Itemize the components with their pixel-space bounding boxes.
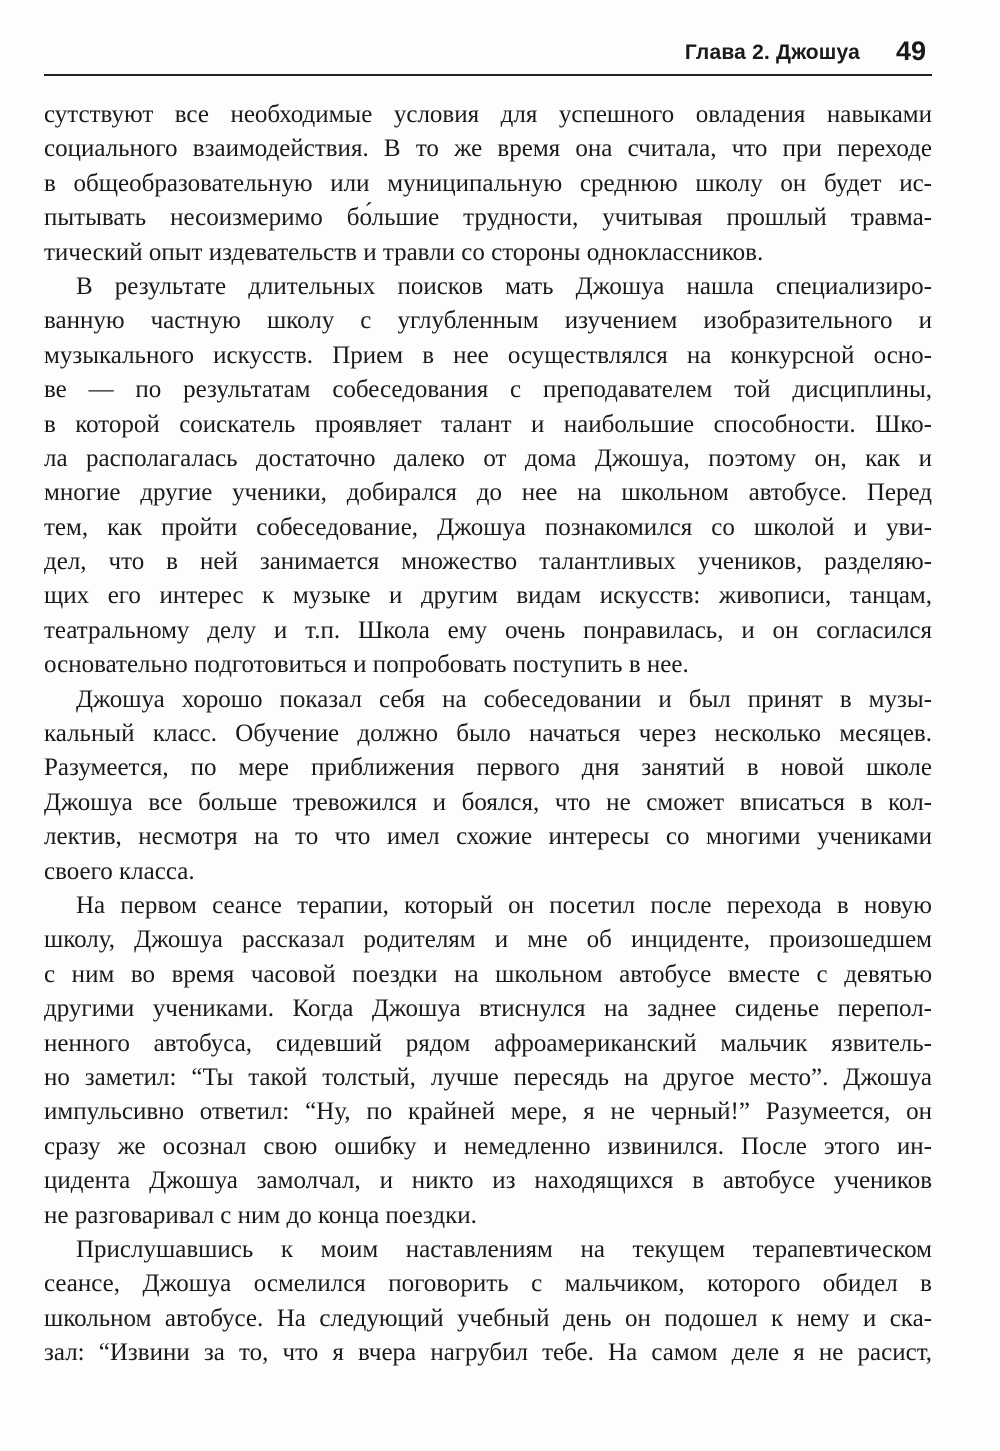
text-line: кальный класс. Обучение должно было начаться через несколько месяцев. xyxy=(44,720,932,748)
text-line: ве — по результатам собеседования с преподавателем той дисциплины, xyxy=(44,376,932,404)
text-line: сразу же осознал свою ошибку и немедленно извинился. После этого ин- xyxy=(44,1132,932,1160)
paragraph-2 xyxy=(44,270,932,683)
text-line: школу, Джошуа рассказал родителям и мне об инциденте, произошедшем xyxy=(44,926,932,954)
text-line: многие другие ученики, добирался до нее на школьном автобусе. Перед xyxy=(44,479,932,507)
text-line: пытывать несоизмеримо бо́льшие трудности, учитывая прошлый травма- xyxy=(44,204,932,232)
text-line: ла располагалась достаточно далеко от дома Джошуа, поэтому он, как и xyxy=(44,444,932,472)
text-line: тем, как пройти собеседование, Джошуа познакомился со школой и уви- xyxy=(44,513,932,541)
text-line: Джошуа все больше тревожился и боялся, что не сможет вписаться в кол- xyxy=(44,788,932,816)
text-line: На первом сеансе терапии, который он посетил после перехода в новую xyxy=(76,891,932,919)
text-line: другими учениками. Когда Джошуа втиснулся на заднее сиденье перепол- xyxy=(44,995,932,1023)
text-line: Прислушавшись к моим наставлениям на текущем терапевтическом xyxy=(76,1235,932,1263)
paragraph-5 xyxy=(44,1233,932,1371)
text-line: В результате длительных поисков мать Джошуа нашла специализиро- xyxy=(76,272,932,300)
text-line: основательно подготовиться и попробовать поступить в нее. xyxy=(44,651,689,679)
text-line: цидента Джошуа замолчал, и никто из находящихся в автобусе учеников xyxy=(44,1167,932,1195)
text-line: социального взаимодействия. В то же время она считала, что при переходе xyxy=(44,135,932,163)
text-line: но заметил: “Ты такой толстый, лучше пересядь на другое место”. Джошуа xyxy=(44,1063,932,1091)
text-line: импульсивно ответил: “Ну, по крайней мере, я не черный!” Разумеется, он xyxy=(44,1098,932,1126)
text-line: с ним во время часовой поездки на школьном автобусе вместе с девятью xyxy=(44,960,932,988)
text-line: не разговаривал с ним до конца поездки. xyxy=(44,1201,477,1229)
page-number: 49 xyxy=(895,36,926,66)
text-line: театральному делу и т.п. Школа ему очень понравилась, и он согласился xyxy=(44,616,932,644)
text-line: лектив, несмотря на то что имел схожие интересы со многими учениками xyxy=(44,823,932,851)
text-line: щих его интерес к музыке и другим видам искусств: живописи, танцам, xyxy=(44,582,932,610)
text-line: Джошуа хорошо показал себя на собеседовании и был принят в музы- xyxy=(76,685,932,713)
running-header xyxy=(44,30,932,76)
paragraph-4 xyxy=(44,889,932,1233)
text-line: своего класса. xyxy=(44,857,195,885)
text-line: в общеобразовательную или муниципальную среднюю школу он будет ис- xyxy=(44,169,932,197)
text-line: ванную частную школу с углубленным изучением изобразительного и xyxy=(44,307,932,335)
text-line: тический опыт издевательств и травли со стороны одноклассников. xyxy=(44,238,764,266)
text-line: Разумеется, по мере приближения первого дня занятий в новой школе xyxy=(44,754,932,782)
text-line: дел, что в ней занимается множество талантливых учеников, разделяю- xyxy=(44,548,932,576)
text-line: ненного автобуса, сидевший рядом афроамериканский мальчик язвитель- xyxy=(44,1029,932,1057)
text-line: сутствуют все необходимые условия для успешного овладения навыками xyxy=(44,101,932,128)
text-line: в которой соискатель проявляет талант и наибольшие способности. Шко- xyxy=(44,410,932,438)
paragraph-1 xyxy=(44,98,932,270)
paragraph-3 xyxy=(44,683,932,889)
text-line: зал: “Извини за то, что я вчера нагрубил тебе. На самом деле я не расист, xyxy=(44,1339,932,1367)
chapter-title: Глава 2. Джошуа xyxy=(684,41,860,64)
text-line: музыкального искусств. Прием в нее осуществлялся на конкурсной осно- xyxy=(44,341,932,369)
text-line: школьном автобусе. На следующий учебный день он подошел к нему и ска- xyxy=(44,1304,932,1332)
body-text xyxy=(44,98,932,1370)
text-line: сеансе, Джошуа осмелился поговорить с мальчиком, которого обидел в xyxy=(44,1270,932,1298)
